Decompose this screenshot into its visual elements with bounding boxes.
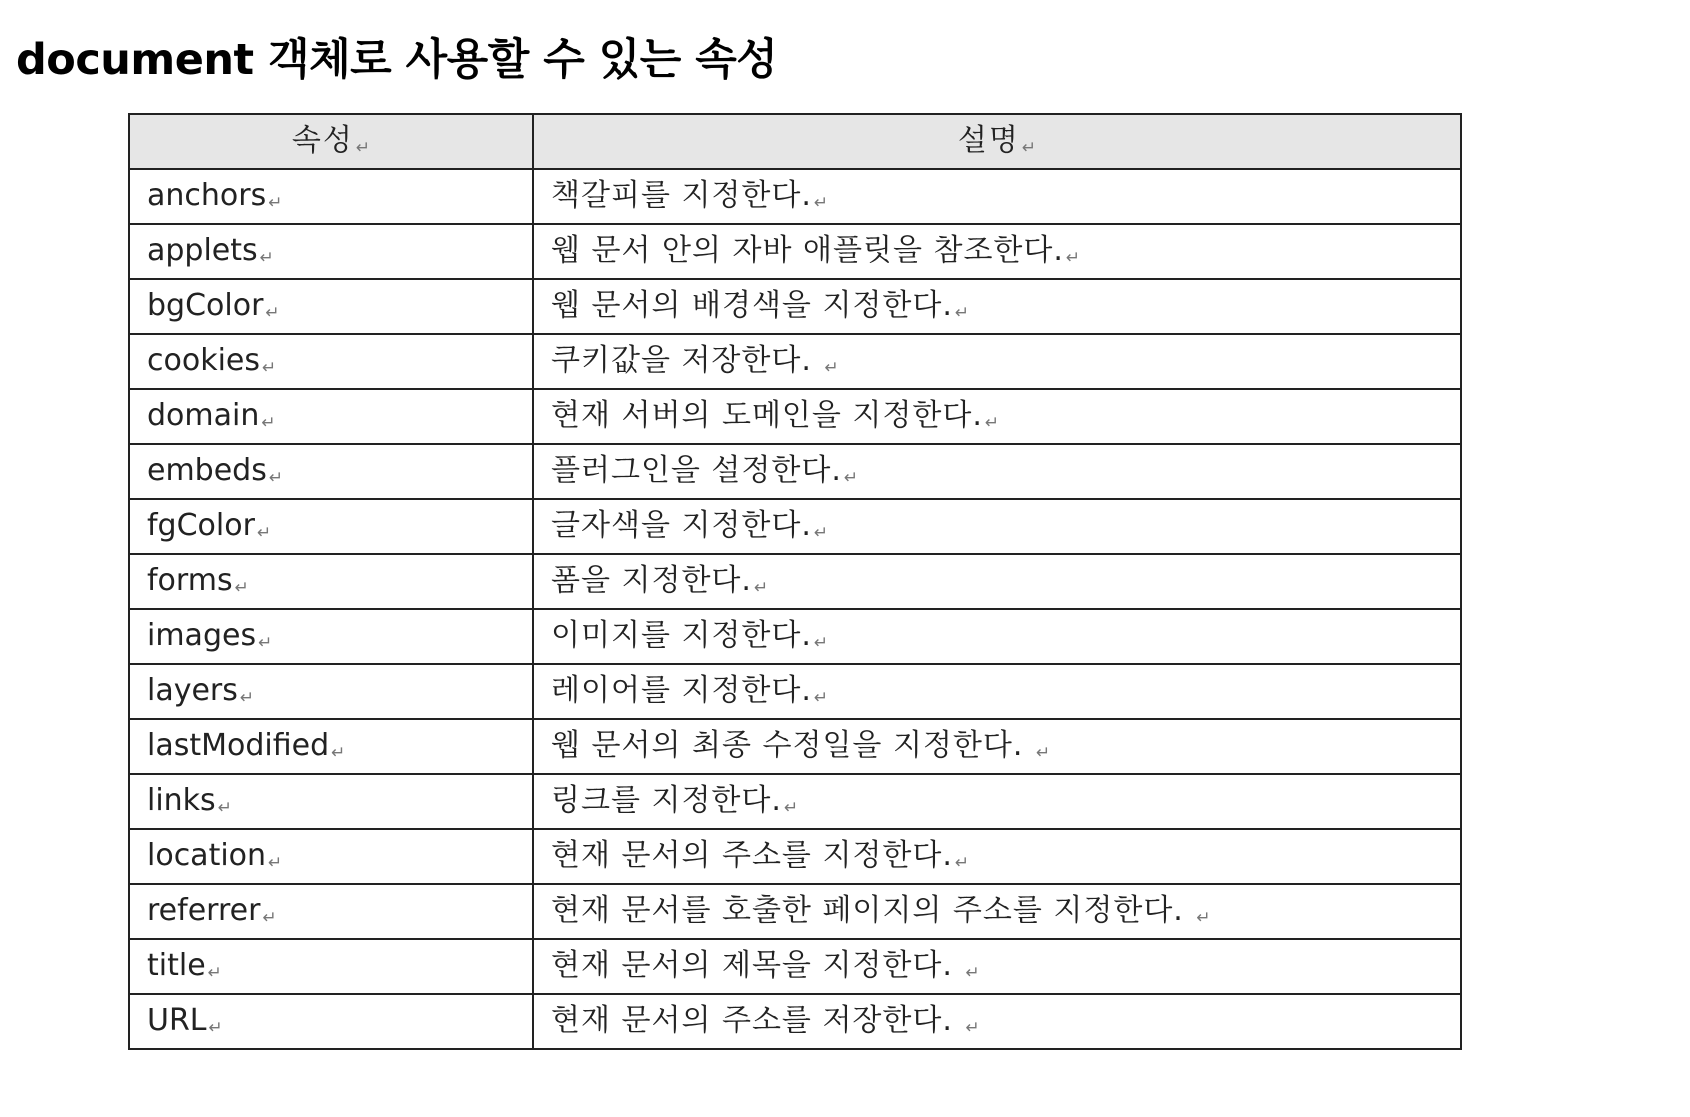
paragraph-mark-icon: ↵ [954,303,970,323]
property-name: fgColor [147,508,255,543]
property-name-cell [129,279,533,334]
table-row [129,774,1461,829]
table-row [129,829,1461,884]
property-description: 웹 문서의 최종 수정일을 지정한다. [551,728,1034,763]
paragraph-mark-icon: ↵ [268,853,283,873]
property-description-cell [533,774,1461,829]
property-description: 현재 문서의 주소를 지정한다. [551,838,953,873]
paragraph-mark-icon: ↵ [783,798,799,818]
property-name: referrer [147,893,261,928]
paragraph-mark-icon: ↵ [265,303,280,323]
property-name-cell [129,939,533,994]
header-description-label: 설명 [957,123,1020,158]
paragraph-mark-icon: ↵ [355,138,371,158]
property-description-cell [533,224,1461,279]
paragraph-mark-icon: ↵ [261,413,276,433]
paragraph-mark-icon: ↵ [843,468,859,488]
property-name: anchors [147,178,267,213]
paragraph-mark-icon: ↵ [331,743,346,763]
paragraph-mark-icon: ↵ [984,413,1000,433]
table-row [129,664,1461,719]
property-name: images [147,618,257,653]
properties-table-container [128,113,1462,1050]
property-description: 웹 문서 안의 자바 애플릿을 참조한다. [551,233,1064,268]
property-description: 책갈피를 지정한다. [551,178,812,213]
property-name-cell [129,334,533,389]
paragraph-mark-icon: ↵ [813,688,829,708]
property-name-cell [129,719,533,774]
property-name: cookies [147,343,260,378]
table-header-row [129,114,1461,169]
property-name: location [147,838,267,873]
property-description-cell [533,499,1461,554]
property-name: embeds [147,453,267,488]
paragraph-mark-icon: ↵ [813,523,829,543]
page-title: document 객체로 사용할 수 있는 속성 [16,34,778,85]
table-row [129,224,1461,279]
paragraph-mark-icon: ↵ [1196,908,1211,928]
header-description [533,114,1461,169]
property-name: domain [147,398,260,433]
property-description-cell [533,169,1461,224]
property-name: URL [147,1003,207,1038]
property-description: 이미지를 지정한다. [551,618,812,653]
table-row [129,499,1461,554]
paragraph-mark-icon: ↵ [262,358,277,378]
paragraph-mark-icon: ↵ [262,908,277,928]
paragraph-mark-icon: ↵ [256,523,272,543]
property-description-cell [533,444,1461,499]
property-name: bgColor [147,288,264,323]
table-row [129,609,1461,664]
property-name-cell [129,389,533,444]
property-description-cell [533,719,1461,774]
property-name-cell [129,884,533,939]
table-row [129,169,1461,224]
property-name-cell [129,169,533,224]
property-name-cell [129,444,533,499]
property-description: 현재 문서를 호출한 페이지의 주소를 지정한다. [551,893,1195,928]
header-property-label: 속성 [291,123,354,158]
paragraph-mark-icon: ↵ [954,853,970,873]
table-row [129,279,1461,334]
table-row [129,554,1461,609]
table-row [129,334,1461,389]
property-description: 현재 서버의 도메인을 지정한다. [551,398,983,433]
paragraph-mark-icon: ↵ [1021,138,1037,158]
paragraph-mark-icon: ↵ [965,963,980,983]
header-property [129,114,533,169]
table-row [129,389,1461,444]
property-name-cell [129,554,533,609]
property-description-cell [533,279,1461,334]
property-description: 현재 문서의 주소를 저장한다. [551,1003,964,1038]
property-description: 웹 문서의 배경색을 지정한다. [551,288,953,323]
paragraph-mark-icon: ↵ [239,688,255,708]
property-name: lastModified [147,728,330,763]
property-name: layers [147,673,238,708]
property-description-cell [533,939,1461,994]
table-body [129,169,1461,1049]
property-description: 레이어를 지정한다. [551,673,812,708]
property-name: links [147,783,216,818]
paragraph-mark-icon: ↵ [1035,743,1051,763]
paragraph-mark-icon: ↵ [259,248,274,268]
paragraph-mark-icon: ↵ [813,193,829,213]
table-row [129,719,1461,774]
property-name: title [147,948,206,983]
paragraph-mark-icon: ↵ [268,193,283,213]
property-name-cell [129,609,533,664]
property-name-cell [129,774,533,829]
property-description-cell [533,554,1461,609]
property-description: 쿠키값을 저장한다. [551,343,823,378]
table-row [129,939,1461,994]
property-description: 플러그인을 설정한다. [551,453,842,488]
property-description: 현재 문서의 제목을 지정한다. [551,948,964,983]
paragraph-mark-icon: ↵ [753,578,769,598]
paragraph-mark-icon: ↵ [217,798,232,818]
properties-table [128,113,1462,1050]
property-name-cell [129,664,533,719]
table-row [129,994,1461,1049]
table-row [129,884,1461,939]
property-name: applets [147,233,258,268]
property-description-cell [533,334,1461,389]
property-name-cell [129,224,533,279]
property-name: forms [147,563,233,598]
property-name-cell [129,994,533,1049]
property-description-cell [533,389,1461,444]
paragraph-mark-icon: ↵ [207,963,222,983]
paragraph-mark-icon: ↵ [258,633,273,653]
property-description: 글자색을 지정한다. [551,508,812,543]
property-description-cell [533,664,1461,719]
paragraph-mark-icon: ↵ [234,578,249,598]
property-description-cell [533,829,1461,884]
paragraph-mark-icon: ↵ [268,468,284,488]
table-row [129,444,1461,499]
property-description-cell [533,609,1461,664]
paragraph-mark-icon: ↵ [824,358,839,378]
property-name-cell [129,499,533,554]
paragraph-mark-icon: ↵ [1065,248,1081,268]
property-name-cell [129,829,533,884]
property-description-cell [533,884,1461,939]
property-description-cell [533,994,1461,1049]
paragraph-mark-icon: ↵ [208,1018,223,1038]
paragraph-mark-icon: ↵ [965,1018,980,1038]
property-description: 폼을 지정한다. [551,563,752,598]
property-description: 링크를 지정한다. [551,783,782,818]
paragraph-mark-icon: ↵ [813,633,829,653]
